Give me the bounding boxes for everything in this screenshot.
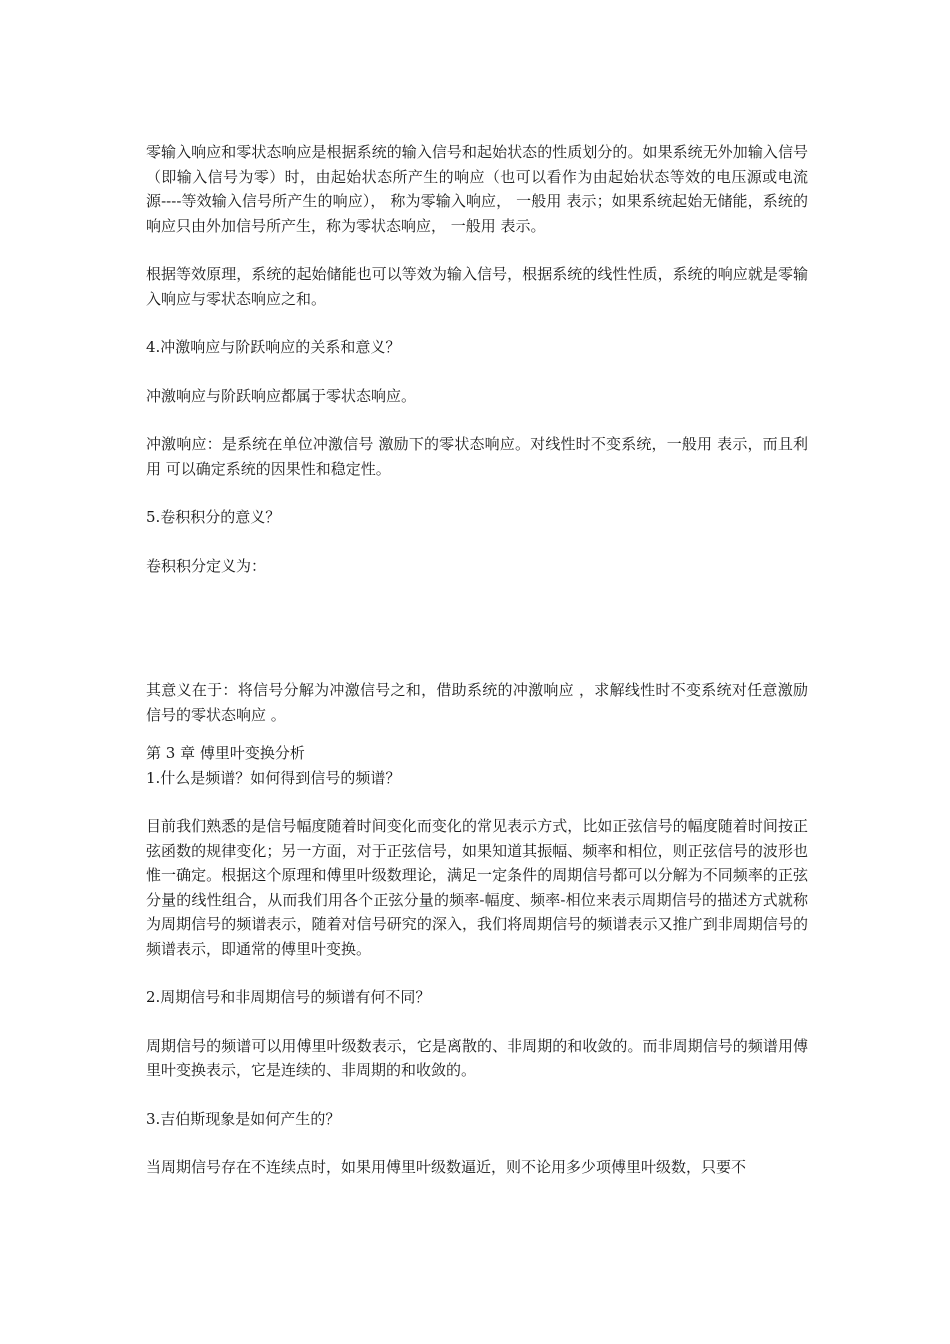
paragraph-zero-state-response: 冲激响应与阶跃响应都属于零状态响应。: [146, 386, 417, 405]
question-spectrum: 1.什么是频谱？如何得到信号的频谱？: [146, 768, 401, 787]
paragraph-convolution-definition: 卷积积分定义为：: [146, 556, 267, 575]
formula-placeholder: [146, 578, 808, 678]
paragraph-impulse-response: 冲激响应：是系统在单位冲激信号 激励下的零状态响应。对线性时不变系统，一般用 表示，而且利用 可以确定系统的因果性和稳定性。: [146, 435, 808, 478]
paragraph-periodic-vs-aperiodic: 周期信号的频谱可以用傅里叶级数表示，它是离散的、非周期的和收敛的。而非周期信号的频谱用傅里叶变换表示，它是连续的、非周期的和收敛的。: [146, 1036, 808, 1079]
paragraph-gibbs-phenomenon: 当周期信号存在不连续点时，如果用傅里叶级数逼近，则不论用多少项傅里叶级数，只要不: [146, 1158, 747, 1176]
paragraph-equivalence-principle: 根据等效原理，系统的起始储能也可以等效为输入信号，根据系统的线性性质，系统的响应就是零输入响应与零状态响应之和。: [146, 265, 808, 308]
paragraph-zero-input-response: 零输入响应和零状态响应是根据系统的输入信号和起始状态的性质划分的。如果系统无外加输入信号（即输入信号为零）时，由起始状态所产生的响应（也可以看作为由起始状态等效的电压源或电流源----等效输入信号所产生的响应）， 称为零输入响应， 一般用 表示；如果系统起始无储能，系统的响应只由外加信号所产生，称为零状态响应， 一般用 表示。: [146, 143, 808, 235]
question-impulse-step-response: 4.冲激响应与阶跃响应的关系和意义？: [146, 338, 401, 356]
paragraph-spectrum: 目前我们熟悉的是信号幅度随着时间变化而变化的常见表示方式，比如正弦信号的幅度随着时间按正弦函数的规律变化；另一方面，对于正弦信号，如果知道其振幅、频率和相位，则正弦信号的波形也惟一确定。根据这个原理和傅里叶级数理论，满足一定条件的周期信号都可以分解为不同频率的正弦分量的线性组合，从而我们用各个正弦分量的频率-幅度、频率-相位来表示周期信号的描述方式就称为周期信号的频谱表示，随着对信号研究的深入，我们将周期信号的频谱表示又推广到非周期信号的频谱表示，即通常的傅里叶变换。: [146, 817, 808, 958]
chapter-heading: 第 3 章 傅里叶变换分析: [146, 744, 305, 762]
question-convolution: 5.卷积积分的意义？: [146, 508, 281, 526]
document-page: [146, 140, 808, 1180]
question-periodic-vs-aperiodic: 2.周期信号和非周期信号的频谱有何不同？: [146, 988, 431, 1006]
paragraph-convolution-meaning: 其意义在于：将信号分解为冲激信号之和，借助系统的冲激响应 ，求解线性时不变系统对任意激励信号的零状态响应 。: [146, 681, 808, 724]
question-gibbs-phenomenon: 3.吉伯斯现象是如何产生的？: [146, 1109, 341, 1128]
